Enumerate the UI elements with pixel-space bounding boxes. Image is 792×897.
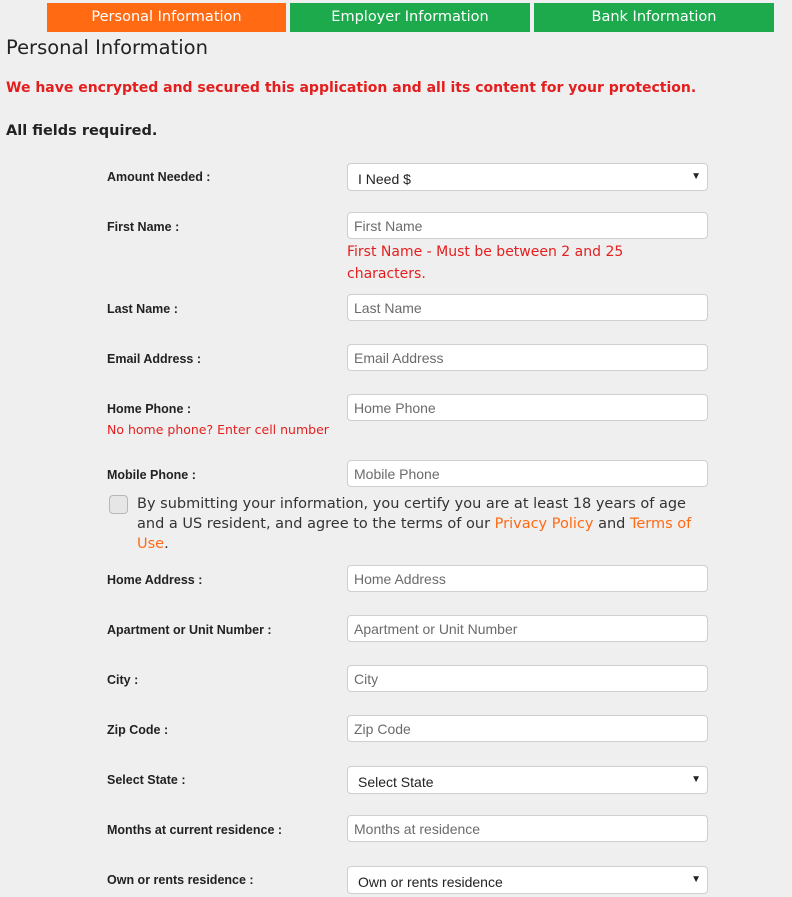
- first-name-input[interactable]: [347, 212, 708, 239]
- apartment-label: Apartment or Unit Number :: [107, 623, 272, 637]
- terms-of-use-link[interactable]: Terms of Use: [137, 516, 692, 552]
- privacy-policy-link[interactable]: Privacy Policy: [494, 516, 594, 532]
- home-phone-hint: No home phone? Enter cell number: [107, 422, 329, 437]
- city-label: City :: [107, 673, 139, 687]
- tab-employer-information[interactable]: Employer Information: [290, 3, 530, 32]
- last-name-input[interactable]: [347, 294, 708, 321]
- state-select-value: Select State: [358, 774, 434, 790]
- chevron-down-icon: ▼: [691, 874, 701, 885]
- own-rent-label: Own or rents residence :: [107, 873, 254, 887]
- city-input[interactable]: [347, 665, 708, 692]
- required-note: All fields required.: [6, 123, 158, 139]
- home-phone-input[interactable]: [347, 394, 708, 421]
- consent-text-and: and: [593, 516, 630, 532]
- home-phone-label: Home Phone :: [107, 402, 192, 416]
- consent-text-after: .: [164, 536, 169, 552]
- own-rent-select[interactable]: [347, 866, 708, 894]
- last-name-label: Last Name :: [107, 302, 178, 316]
- first-name-error: First Name - Must be between 2 and 25 characters.: [347, 244, 624, 282]
- amount-select[interactable]: [347, 163, 708, 191]
- home-address-label: Home Address :: [107, 573, 203, 587]
- months-input[interactable]: [347, 815, 708, 842]
- tab-bank-information[interactable]: Bank Information: [534, 3, 774, 32]
- chevron-down-icon: ▼: [691, 774, 701, 785]
- months-label: Months at current residence :: [107, 823, 283, 837]
- consent-checkbox[interactable]: [109, 495, 128, 514]
- state-label: Select State :: [107, 773, 186, 787]
- chevron-down-icon: ▼: [691, 171, 701, 182]
- home-address-input[interactable]: [347, 565, 708, 592]
- consent-text: [137, 494, 697, 554]
- own-rent-select-value: Own or rents residence: [358, 874, 503, 890]
- tab-personal-information[interactable]: Personal Information: [47, 3, 286, 32]
- amount-label: Amount Needed :: [107, 170, 211, 184]
- state-select[interactable]: [347, 766, 708, 794]
- amount-select-value: I Need $: [358, 171, 411, 187]
- page-title: Personal Information: [6, 36, 208, 59]
- security-notice: We have encrypted and secured this application and all its content for your protection.: [6, 80, 697, 96]
- zip-input[interactable]: [347, 715, 708, 742]
- mobile-phone-input[interactable]: [347, 460, 708, 487]
- consent-text-before: By submitting your information, you certify you are at least 18 years of age and a US resident, and agree to the terms of our: [137, 496, 686, 532]
- email-input[interactable]: [347, 344, 708, 371]
- mobile-phone-label: Mobile Phone :: [107, 468, 196, 482]
- first-name-label: First Name :: [107, 220, 180, 234]
- apartment-input[interactable]: [347, 615, 708, 642]
- zip-label: Zip Code :: [107, 723, 169, 737]
- email-label: Email Address :: [107, 352, 202, 366]
